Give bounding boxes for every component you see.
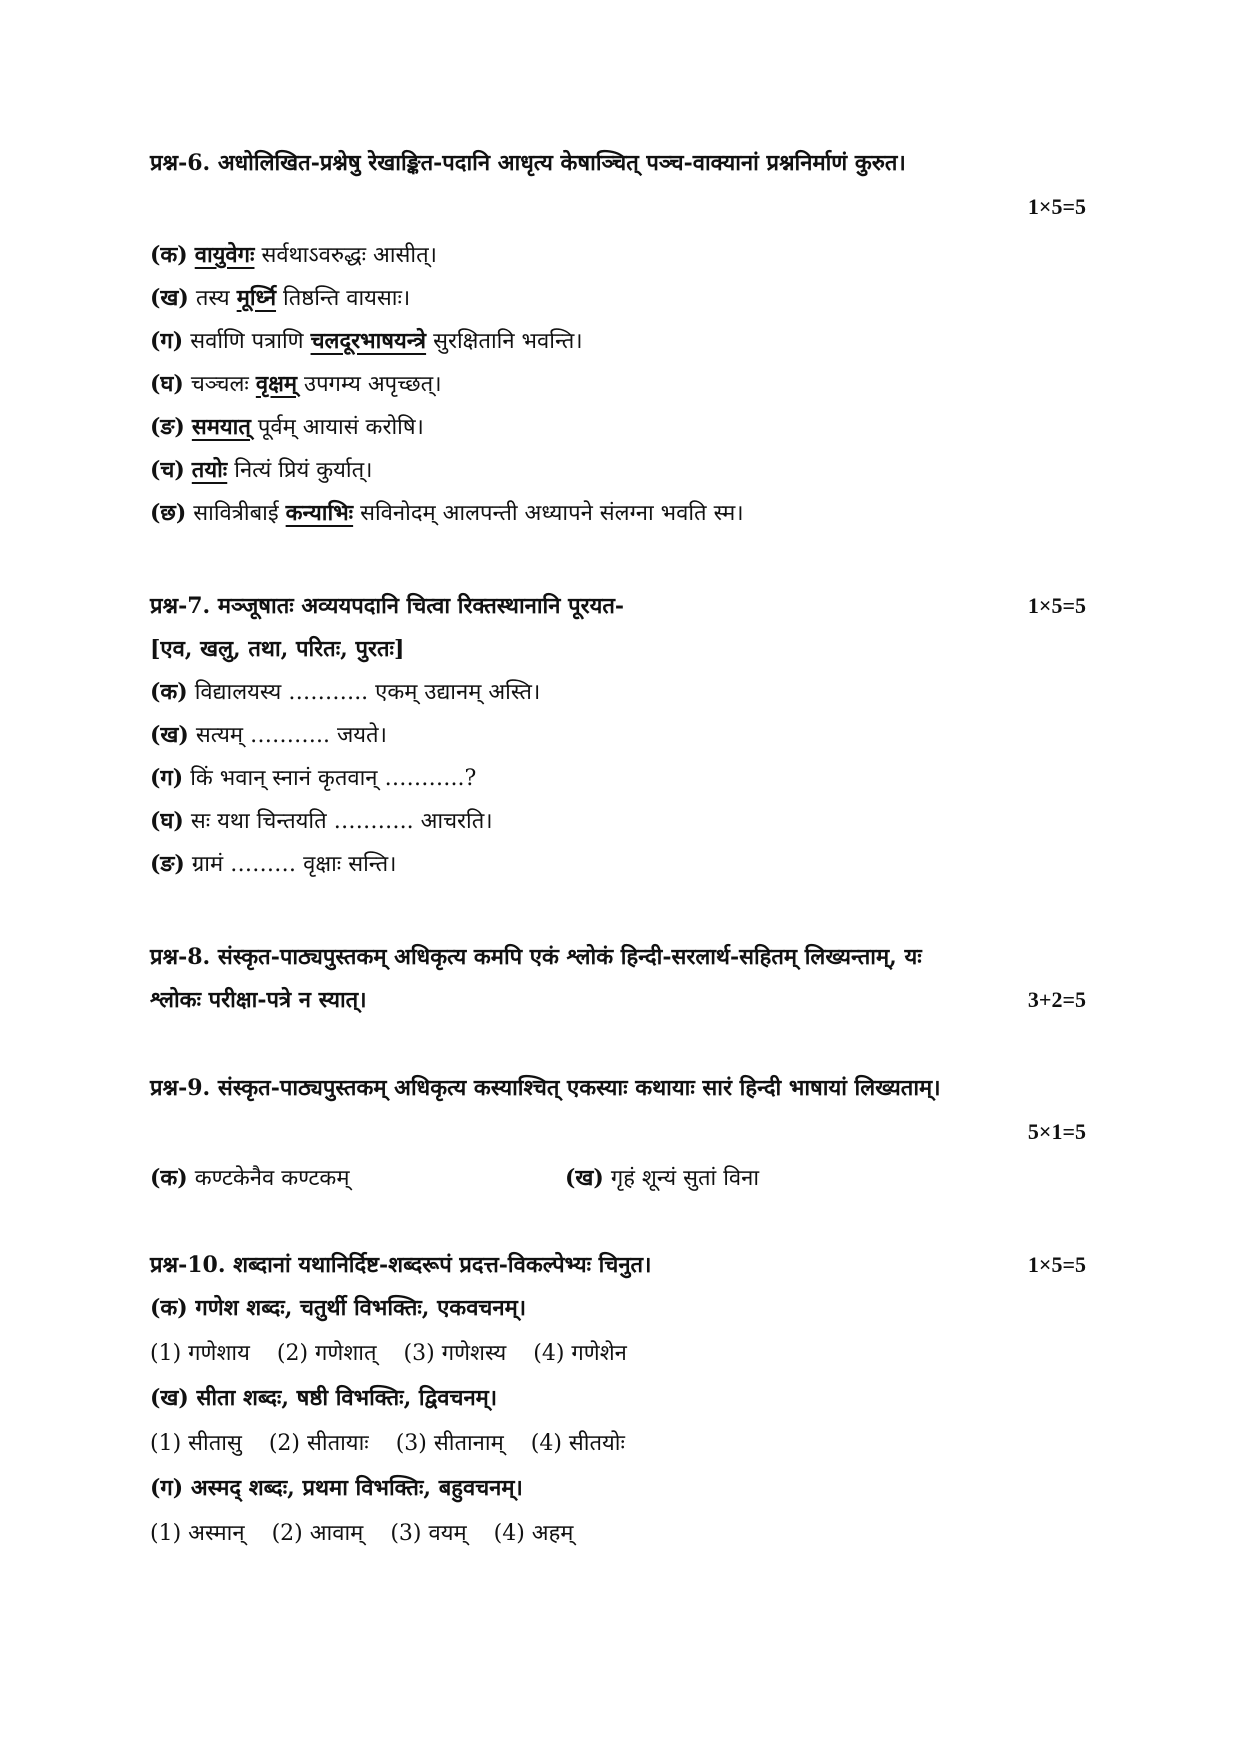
q6-title: प्रश्न-6. अधोलिखित-प्रश्नेषु रेखाङ्कित-पदानि आधृत्य केषाञ्चित् पञ्च-वाक्यानां प्रश्ननिर्माणं कुरुत। — [150, 150, 906, 176]
q10-marks: 1×5=5 — [1027, 1252, 1086, 1277]
q9-option-label: (ख) — [565, 1165, 604, 1191]
q8-line2: श्लोकः परीक्षा-पत्रे न स्यात्। — [150, 987, 367, 1013]
q10-option: (3) वयम् — [390, 1521, 467, 1546]
q7-item — [150, 806, 493, 837]
q6-item-underlined: चलदूरभाषयन्त्रे — [310, 328, 427, 354]
q10-part-question: (ख) सीता शब्दः, षष्ठी विभक्तिः, द्विवचनम्। — [150, 1385, 498, 1411]
q6-item-underlined: समयात् — [191, 414, 251, 440]
q7-item — [150, 763, 476, 794]
q6-item-underlined: कन्याभिः — [285, 500, 354, 526]
q7-item — [150, 720, 387, 751]
q6-item-after: सविनोदम् आलपन्ती अध्यापने संलग्ना भवति स्म। — [353, 501, 744, 526]
q6-item-label: (ग) — [150, 328, 184, 354]
q6-marks: 1×5=5 — [1027, 194, 1086, 219]
q6-item-before: सावित्रीबाई — [193, 501, 286, 526]
q6-item — [150, 412, 424, 443]
q10-option: (1) गणेशाय — [150, 1341, 250, 1366]
q10-option: (2) सीतायाः — [268, 1431, 369, 1456]
q6-item-label: (छ) — [150, 500, 187, 526]
q6-item-after: उपगम्य अपृच्छत्। — [297, 372, 442, 397]
q6-item-label: (घ) — [150, 371, 184, 397]
q6-item-label: (क) — [150, 242, 188, 268]
q7-item-label: (ग) — [150, 765, 184, 791]
q9-option-label: (क) — [150, 1165, 188, 1191]
q6-item — [150, 369, 442, 400]
q7-title: प्रश्न-7. मञ्जूषातः अव्ययपदानि चित्वा रिक्तस्थानानि पूरयत- — [150, 593, 625, 619]
q7-word-box: [एव, खलु, तथा, परितः, पुरतः] — [150, 636, 405, 662]
q6-item-after: तिष्ठन्ति वायसाः। — [276, 286, 411, 311]
q10-part-options — [150, 1339, 647, 1369]
q6-item-underlined: तयोः — [191, 457, 228, 483]
q6-item — [150, 455, 373, 486]
q6-item-after: सर्वथाऽवरुद्धः आसीत्। — [254, 243, 437, 268]
q7-item-label: (क) — [150, 679, 188, 705]
q7-item-text: विद्यालयस्य ……….. एकम् उद्यानम् अस्ति। — [194, 680, 541, 705]
q6-item-before: सर्वाणि पत्राणि — [190, 329, 311, 354]
q6-item — [150, 498, 744, 529]
q6-item-before: चञ्चलः — [190, 372, 256, 397]
q6-item — [150, 283, 410, 314]
q10-option: (3) गणेशस्य — [403, 1341, 507, 1366]
q9-marks: 5×1=5 — [1027, 1119, 1086, 1144]
q6-item-underlined: वायुवेगः — [194, 242, 255, 268]
q7-item — [150, 677, 540, 708]
q10-option: (1) अस्मान् — [150, 1521, 245, 1546]
q10-option: (2) आवाम् — [271, 1521, 364, 1546]
q7-item — [150, 849, 396, 880]
q6-item-after: सुरक्षितानि भवन्ति। — [426, 329, 583, 354]
q8-marks: 3+2=5 — [1027, 987, 1086, 1012]
q10-option: (4) सीतयोः — [530, 1431, 625, 1456]
q10-option: (1) सीतासु — [150, 1431, 242, 1456]
q6-item-after: पूर्वम् आयासं करोषि। — [250, 415, 424, 440]
q10-part-options — [150, 1429, 645, 1459]
q6-item-underlined: वृक्षम् — [255, 371, 298, 397]
q9-option-text: गृहं शून्यं सुतां विना — [610, 1166, 760, 1191]
q6-item — [150, 240, 437, 271]
q6-item — [150, 326, 583, 357]
q7-item-text: सः यथा चिन्तयति ……….. आचरति। — [190, 809, 493, 834]
q9-option-ka — [150, 1163, 350, 1194]
q7-item-text: सत्यम् ……….. जयते। — [195, 723, 387, 748]
q10-option: (4) गणेशेन — [533, 1341, 627, 1366]
q6-item-label: (ख) — [150, 285, 189, 311]
q7-item-label: (घ) — [150, 808, 184, 834]
q9-title: प्रश्न-9. संस्कृत-पाठ्यपुस्तकम् अधिकृत्य कस्याश्चित् एकस्याः कथायाः सारं हिन्दी भाषायां लिख्यताम्। — [150, 1075, 941, 1101]
q9-option-kha — [565, 1163, 759, 1194]
q10-part-question: (ग) अस्मद् शब्दः, प्रथमा विभक्तिः, बहुवचनम्। — [150, 1475, 523, 1501]
q6-item-underlined: मूर्ध्नि — [236, 285, 277, 311]
q7-item-label: (ङ) — [150, 851, 185, 877]
q6-item-label: (ङ) — [150, 414, 185, 440]
q6-item-label: (च) — [150, 457, 185, 483]
q6-item-before: तस्य — [195, 286, 237, 311]
q10-part-options — [150, 1519, 593, 1549]
q7-marks: 1×5=5 — [1027, 593, 1086, 618]
q10-option: (4) अहम् — [493, 1521, 574, 1546]
q9-option-text: कण्टकेनैव कण्टकम् — [194, 1166, 350, 1191]
q8-line1: प्रश्न-8. संस्कृत-पाठ्यपुस्तकम् अधिकृत्य कमपि एकं श्लोकं हिन्दी-सरलार्थ-सहितम् लिख्यन्ताम्, यः — [150, 944, 922, 970]
q6-item-after: नित्यं प्रियं कुर्यात्। — [227, 458, 373, 483]
q7-item-label: (ख) — [150, 722, 189, 748]
q7-item-text: किं भवान् स्नानं कृतवान् ………..? — [190, 766, 477, 791]
q10-option: (2) गणेशात् — [276, 1341, 377, 1366]
q10-option: (3) सीतानाम् — [395, 1431, 504, 1456]
q10-part-question: (क) गणेश शब्दः, चतुर्थी विभक्तिः, एकवचनम्। — [150, 1295, 527, 1321]
q10-title: प्रश्न-10. शब्दानां यथानिर्दिष्ट-शब्दरूपं प्रदत्त-विकल्पेभ्यः चिनुत। — [150, 1252, 652, 1278]
q7-item-text: ग्रामं ……… वृक्षाः सन्ति। — [191, 852, 397, 877]
